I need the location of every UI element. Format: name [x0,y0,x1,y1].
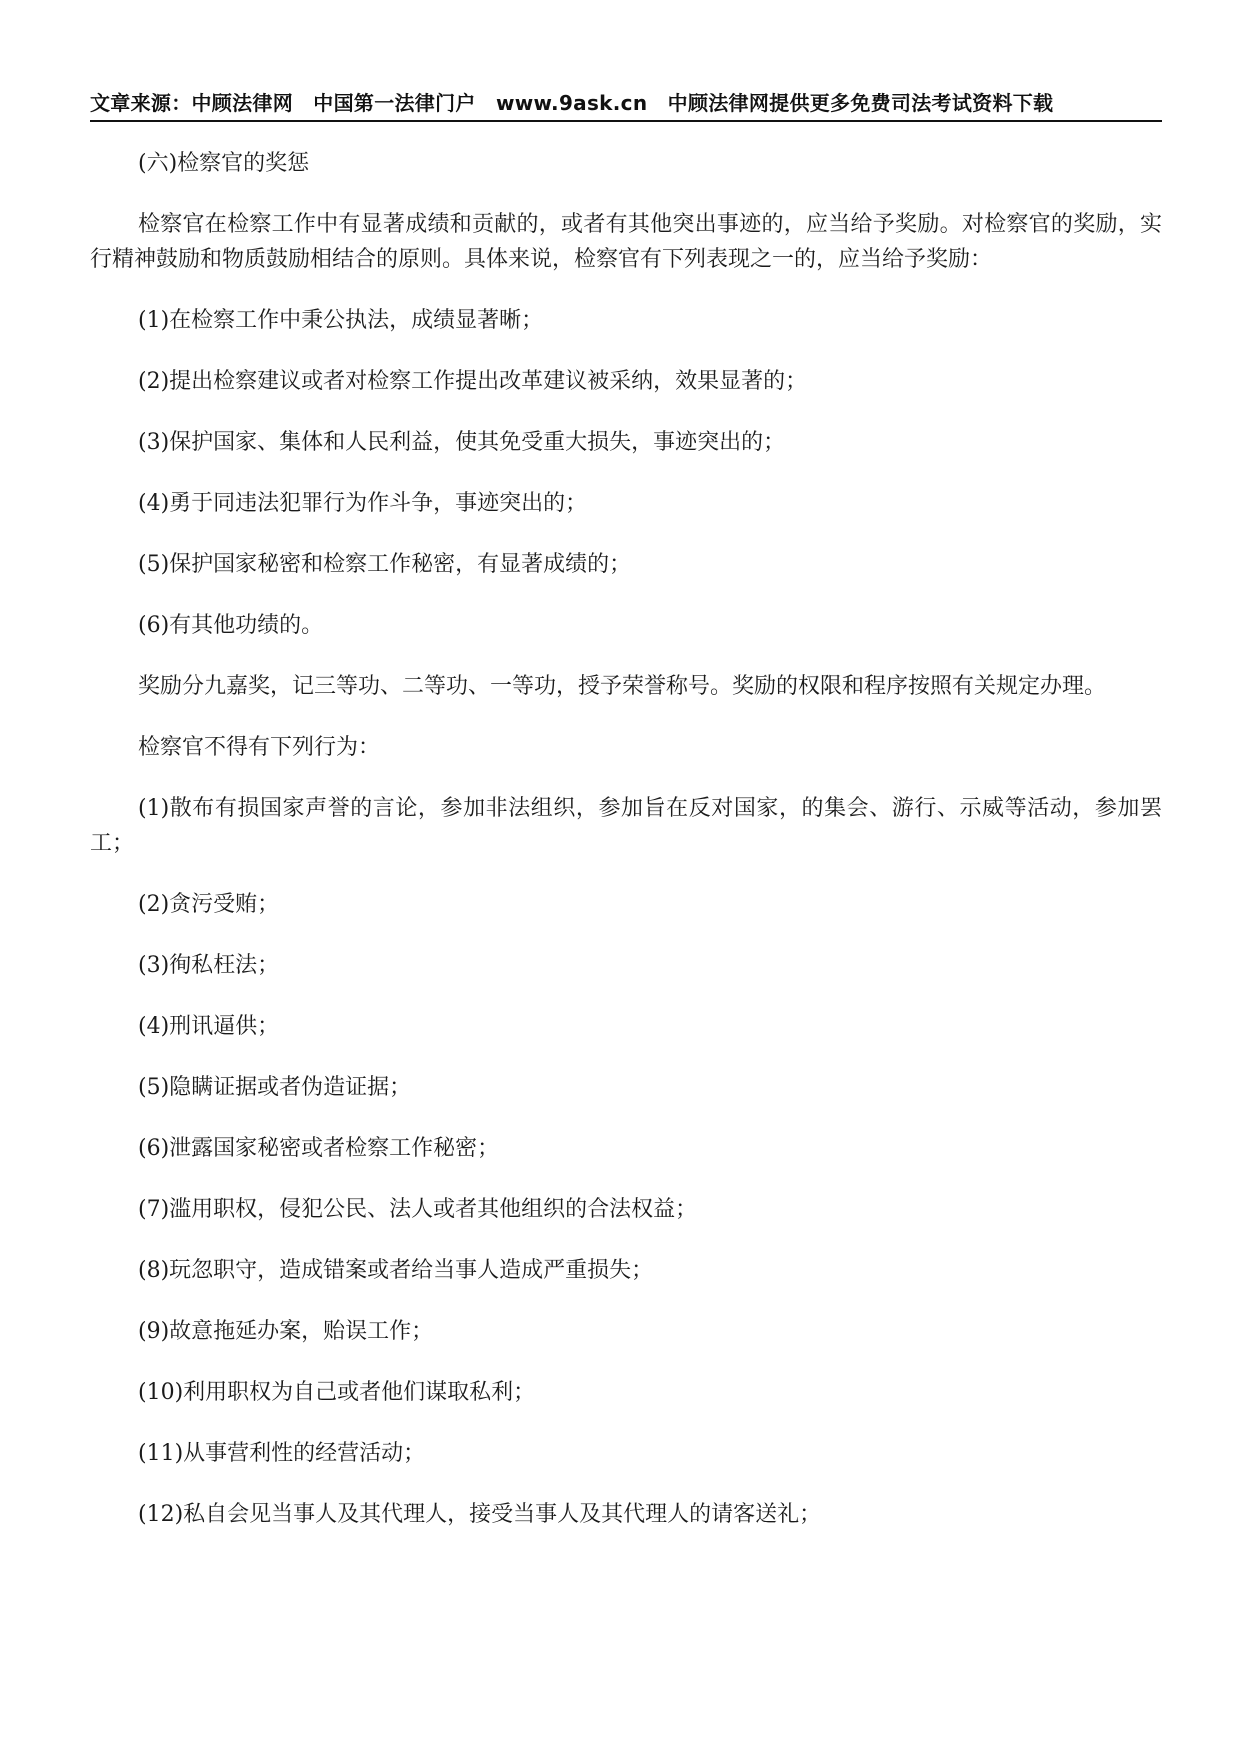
reward-item-3: (3)保护国家、集体和人民利益，使其免受重大损失，事迹突出的； [138,430,786,455]
page-header: 文章来源：中顾法律网 中国第一法律门户 www.9ask.cn 中顾法律网提供更多免费司法考试资料下载 [90,88,1162,122]
paragraph-prohibited-intro: 检察官不得有下列行为： [138,735,381,760]
prohibited-item-1: (1)散布有损国家声誉的言论，参加非法组织，参加旨在反对国家，的集会、游行、示威等活动，参加罢工； [90,796,1162,856]
reward-item-6: (6)有其他功绩的。 [138,613,324,638]
prohibited-item-9: (9)故意拖延办案，贻误工作； [138,1319,434,1344]
prohibited-item-8: (8)玩忽职守，造成错案或者给当事人造成严重损失； [138,1258,654,1283]
paragraph-reward-intro: 检察官在检察工作中有显著成绩和贡献的，或者有其他突出事迹的，应当给予奖励。对检察官的奖励，实行精神鼓励和物质鼓励相结合的原则。具体来说，检察官有下列表现之一的，应当给予奖励： [90,212,1162,272]
prohibited-item-3: (3)徇私枉法； [138,953,280,978]
document-body [90,146,1162,1558]
prohibited-item-7: (7)滥用职权，侵犯公民、法人或者其他组织的合法权益； [138,1197,698,1222]
reward-item-1: (1)在检察工作中秉公执法，成绩显著晰； [138,308,544,333]
section-heading: (六)检察官的奖惩 [138,151,310,176]
paragraph-reward-types: 奖励分九嘉奖，记三等功、二等功、一等功，授予荣誉称号。奖励的权限和程序按照有关规定办理。 [138,674,1107,699]
prohibited-item-2: (2)贪污受贿； [138,892,280,917]
prohibited-item-12: (12)私自会见当事人及其代理人，接受当事人及其代理人的请客送礼； [138,1502,822,1527]
prohibited-item-4: (4)刑讯逼供； [138,1014,280,1039]
reward-item-4: (4)勇于同违法犯罪行为作斗争，事迹突出的； [138,491,588,516]
prohibited-item-11: (11)从事营利性的经营活动； [138,1441,426,1466]
prohibited-item-10: (10)利用职权为自己或者他们谋取私利； [138,1380,536,1405]
reward-item-2: (2)提出检察建议或者对检察工作提出改革建议被采纳，效果显著的； [138,369,808,394]
prohibited-item-6: (6)泄露国家秘密或者检察工作秘密； [138,1136,500,1161]
prohibited-item-5: (5)隐瞒证据或者伪造证据； [138,1075,412,1100]
reward-item-5: (5)保护国家秘密和检察工作秘密，有显著成绩的； [138,552,632,577]
